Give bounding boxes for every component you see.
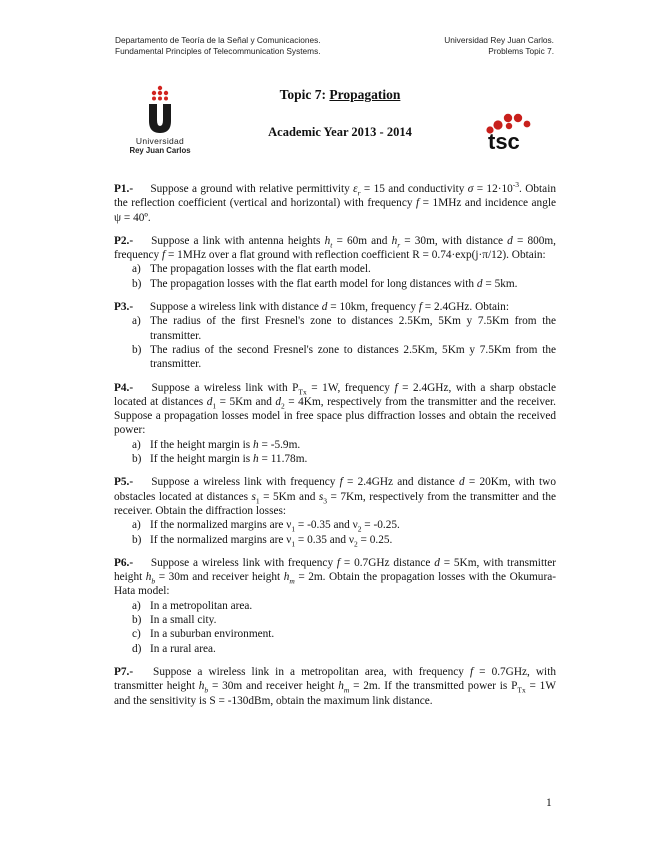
course-name: Fundamental Principles of Telecommunication Systems. — [115, 46, 321, 56]
urjc-logo-line2: Rey Juan Carlos — [129, 146, 191, 155]
problem-p5: P5.- Suppose a wireless link with frequency f = 2.4GHz and distance d = 20Km, with two obstacles located at distances $s_1 = 5Km$ and $s_3 = 7Km$, respectively from the transmitter and the receiver. Obtain the diffraction losses: a) If the normalized margins are $\nu_1 = -0.35$ and $\nu_2 = -0.25$. b) If the normalized margins are $\nu_1 = 0.35$ and $\nu_2 = 0.25$. — [114, 476, 556, 548]
problem-p6-a: a) In a metropolitan area. — [132, 599, 253, 612]
title-topic: Propagation — [329, 87, 401, 102]
problem-p3-b: b) The radius of the second Fresnel's zone to distances 2.5Km, 5Km y 7.5Km from the transmitter. — [132, 343, 556, 371]
problem-p7: P7.- Suppose a wireless link in a metropolitan area, with frequency f = 0.7GHz, with transmitter height $h_b = 30m$ and receiver height $h_m = 2m$. If the transmitted power is $P_{Tx} = 1W$ and the sensitivity is S = -130dBm, obtain the maximum link distance. — [114, 665, 556, 707]
problem-p5-b: b) If the normalized margins are $\nu_1 = 0.35$ and $\nu_2 = 0.25$. — [132, 533, 393, 548]
problem-p3: P3.- Suppose a wireless link with distance d = 10km, frequency f = 2.4GHz. Obtain: a) The radius of the first Fresnel's zone to distances 2.5Km, 5Km y 7.5Km from the transmitter. b) The radius of the second Fresnel's zone to distances 2.5Km, 5Km y 7.5Km from the transmitter. — [114, 301, 556, 371]
problem-p2-a: a) The propagation losses with the flat earth model. — [132, 263, 371, 276]
problems-list — [114, 182, 556, 717]
problem-p3-a: a) The radius of the first Fresnel's zone to distances 2.5Km, 5Km y 7.5Km from the transmitter. — [132, 315, 556, 342]
academic-year: Academic Year 2013 - 2014 — [268, 125, 412, 139]
problem-p4-b: b) If the height margin is h = 11.78m. — [132, 453, 308, 466]
urjc-logo-mark — [138, 84, 182, 134]
problem-p6-b: b) In a small city. — [132, 614, 217, 627]
urjc-logo-line1: Universidad — [135, 136, 185, 146]
university-name: Universidad Rey Juan Carlos. — [444, 35, 554, 45]
problem-p4: P4.- Suppose a wireless link with $P_{Tx} = 1W$, frequency f = 2.4GHz, with a sharp obstacle located at distances $d_1 = 5Km$ and $d_2 = 4Km$, respectively from the transmitter and the receiver. Suppose a propagation losses model in free space plus diffraction losses and obtain the received power: a) If the height margin is h = -5.9m. b) If the height margin is h = 11.78m. — [114, 381, 557, 466]
page-number: 1 — [546, 797, 552, 809]
urjc-logo — [118, 84, 202, 155]
page-title — [270, 87, 410, 103]
problem-p5-a: a) If the normalized margins are $\nu_1 = -0.35$ and $\nu_2 = -0.25$. — [132, 519, 400, 534]
tsc-logo-text: tsc — [488, 129, 520, 154]
problems-topic: Problems Topic 7. — [488, 46, 554, 56]
problem-p1: P1.- Suppose a ground with relative permittivity $\varepsilon_r = 15$ and conductivity $\sigma = 12\cdot 10^{-3}$. Obtain the reflection coefficient (vertical and horizontal) with frequency f = 1MHz and incidence angle ψ = 40º. — [114, 180, 556, 224]
problem-p2-b: b) The propagation losses with the flat earth model for long distances with d = 5km. — [132, 277, 518, 290]
title-prefix: Topic 7: — [279, 87, 330, 102]
problem-p6: P6.- Suppose a wireless link with frequency f = 0.7GHz distance d = 5Km, with transmitter height $h_b = 30m$ and receiver height $h_m = 2m$. Obtain the propagation losses with the Okumura-Hata model: a) In a metropolitan area. b) In a small city. c) In a suburban environment. d) In a rural area. — [114, 556, 556, 655]
running-header-left — [115, 35, 321, 57]
problem-p6-d: d) In a rural area. — [132, 642, 216, 655]
problem-p4-a: a) If the height margin is h = -5.9m. — [132, 438, 301, 451]
tsc-logo-mark — [484, 112, 540, 154]
problem-p6-c: c) In a suburban environment. — [132, 628, 275, 641]
running-header-right — [444, 35, 554, 57]
tsc-logo — [484, 112, 540, 159]
department-name: Departamento de Teoría de la Señal y Comunicaciones. — [115, 35, 321, 45]
problem-p2: P2.- Suppose a link with antenna heights $h_t = 60m$ and $h_r = 30m$, with distance d = 800m, frequency f = 1MHz over a flat ground with reflection coefficient R = 0.74·exp(j·π/12). Obtain: a) The propagation losses with the flat earth model. b) The propagation losses with the flat earth model for long distances with d = 5km. — [114, 234, 556, 290]
